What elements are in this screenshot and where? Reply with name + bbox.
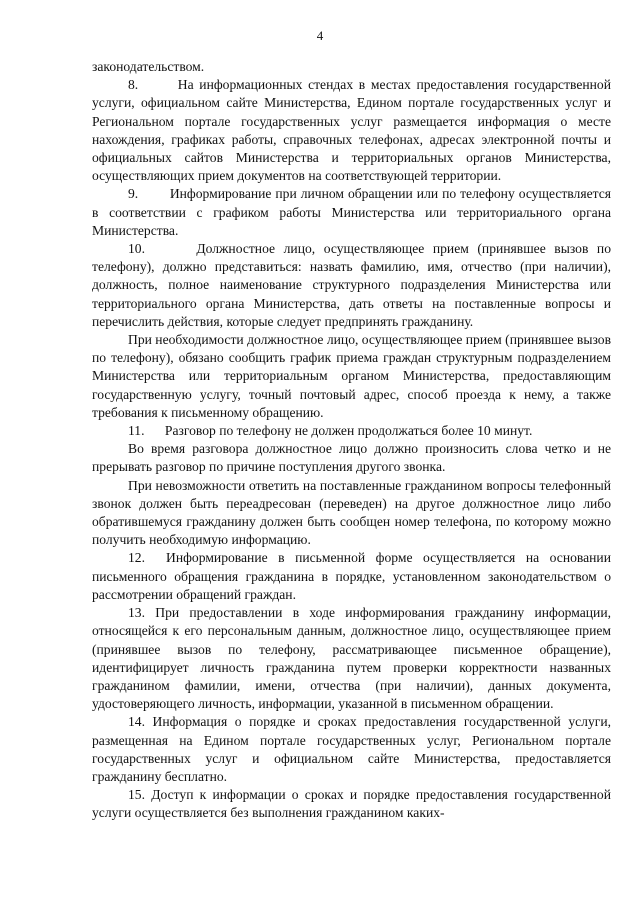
paragraph: 11. Разговор по телефону не должен продолжаться более 10 минут.	[128, 423, 533, 439]
paragraph: 9. Информирование при личном обращении или по телефону осуществляется в соответствии с графиком работы Министерства или территориального органа Министерства.	[92, 186, 611, 238]
document-body	[92, 58, 611, 823]
paragraph: 14. Информация о порядке и сроках предоставления государственной услуги, размещенная на Едином портале государственных услуг, Региональном портале государственных услуг и официальном сайте Министерства, предоставляется гражданину бесплатно.	[92, 714, 611, 784]
paragraph: При невозможности ответить на поставленные гражданином вопросы телефонный звонок должен быть переадресован (переведен) на другое должностное лицо либо обратившемуся гражданину должен быть сообщен номер телефона, по которому можно получить необходимую информацию.	[92, 477, 611, 548]
page-number: 4	[316, 28, 324, 43]
paragraph: 15. Доступ к информации о сроках и порядке предоставления государственной услуги осуществляется без выполнения гражданином каких-	[92, 787, 611, 821]
paragraph: 10. Должностное лицо, осуществляющее прием (принявшее вызов по телефону), должно представиться: назвать фамилию, имя, отчество (при наличии), должность, полное наименование структурного подразделения Министерства или территориального органа Министерства, дать ответы на поставленные вопросы и перечислить действия, которые следует предпринять гражданину.	[92, 241, 611, 329]
paragraph: законодательством.	[92, 59, 205, 74]
paragraph: Во время разговора должностное лицо должно произносить слова четко и не прерывать разговор по причине поступления другого звонка.	[92, 441, 611, 475]
paragraph: При необходимости должностное лицо, осуществляющее прием (принявшее вызов по телефону), обязано сообщить график приема граждан структурным подразделением Министерства или территориальным органом Министерства, предоставляющим государственную услугу, точный почтовый адрес, способ проезда к нему, а также требования к письменному обращению.	[92, 332, 611, 420]
paragraph: 12. Информирование в письменной форме осуществляется на основании письменного обращения гражданина в порядке, установленном законодательством о рассмотрении обращений граждан.	[92, 550, 611, 602]
paragraph: 13. При предоставлении в ходе информирования гражданину информации, относящейся к его персональным данным, должностное лицо, осуществляющее прием (принявшее вызов по телефону, рассматривающее письменное обращение), идентифицирует личность гражданина путем проверки корректности названных гражданином фамилии, имени, отчества (при наличии), данных документа, удостоверяющего личность, информации, указанной в письменном обращении.	[92, 605, 611, 712]
paragraph: 8. На информационных стендах в местах предоставления государственной услуги, официальном сайте Министерства, Едином портале государственных услуг и Региональном портале государственных услуг размещается информация о месте нахождения, графиках работы, справочных телефонах, адресах электронной почты и официальных сайтов Министерства и территориальных органов Министерства, осуществляющих прием документов на соответствующей территории.	[92, 77, 611, 184]
